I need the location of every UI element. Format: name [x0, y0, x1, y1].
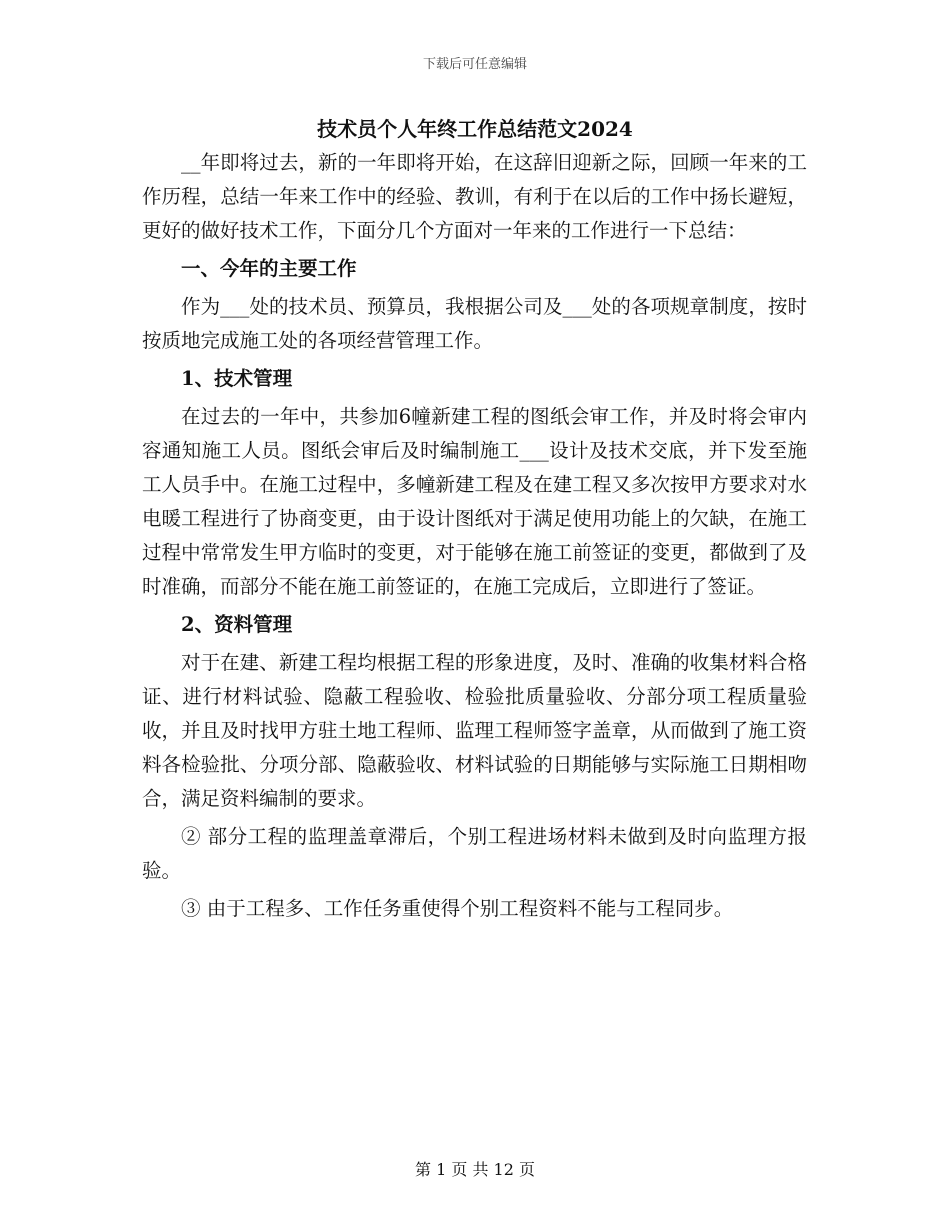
subsection-heading-technical: 1、技术管理: [181, 367, 293, 390]
document-body: [142, 146, 807, 930]
section-heading-main-work: 一、今年的主要工作: [181, 257, 357, 280]
page-footer: 第 1 页 共 12 页: [415, 1160, 535, 1179]
issue-item-2: ② 部分工程的监理盖章滞后，个别工程进场材料未做到及时向监理方报验。: [142, 825, 807, 882]
technical-paragraph: 在过去的一年中，共参加6幢新建工程的图纸会审工作，并及时将会审内容通知施工人员。图纸会审后及时编制施工___设计及技术交底，并下发至施工人员手中。在施工过程中，多幢新建工程及在建工程又多次按甲方要求对水电暖工程进行了协商变更，由于设计图纸对于满足使用功能上的欠缺，在施工过程中常常发生甲方临时的变更，对于能够在施工前签证的变更，都做到了及时准确，而部分不能在施工前签证的，在施工完成后，立即进行了签证。: [142, 405, 807, 598]
header-note: 下载后可任意编辑: [422, 57, 527, 72]
document-title: 技术员个人年终工作总结范文2024: [317, 117, 633, 141]
role-paragraph: 作为___处的技术员、预算员，我根据公司及___处的各项规章制度，按时按质地完成施工处的各项经营管理工作。: [142, 295, 807, 352]
documents-paragraph: 对于在建、新建工程均根据工程的形象进度，及时、准确的收集材料合格证、进行材料试验、隐蔽工程验收、检验批质量验收、分部分项工程质量验收，并且及时找甲方驻土地工程师、监理工程师签字盖章，从而做到了施工资料各检验批、分项分部、隐蔽验收、材料试验的日期能够与实际施工日期相吻合，满足资料编制的要求。: [142, 651, 807, 810]
subsection-heading-documents: 2、资料管理: [181, 613, 293, 636]
intro-paragraph: __年即将过去，新的一年即将开始，在这辞旧迎新之际，回顾一年来的工作历程，总结一年来工作中的经验、教训，有利于在以后的工作中扬长避短，更好的做好技术工作，下面分几个方面对一年来的工作进行一下总结：: [142, 151, 807, 242]
issue-item-3: ③ 由于工程多、工作任务重使得个别工程资料不能与工程同步。: [181, 897, 734, 920]
